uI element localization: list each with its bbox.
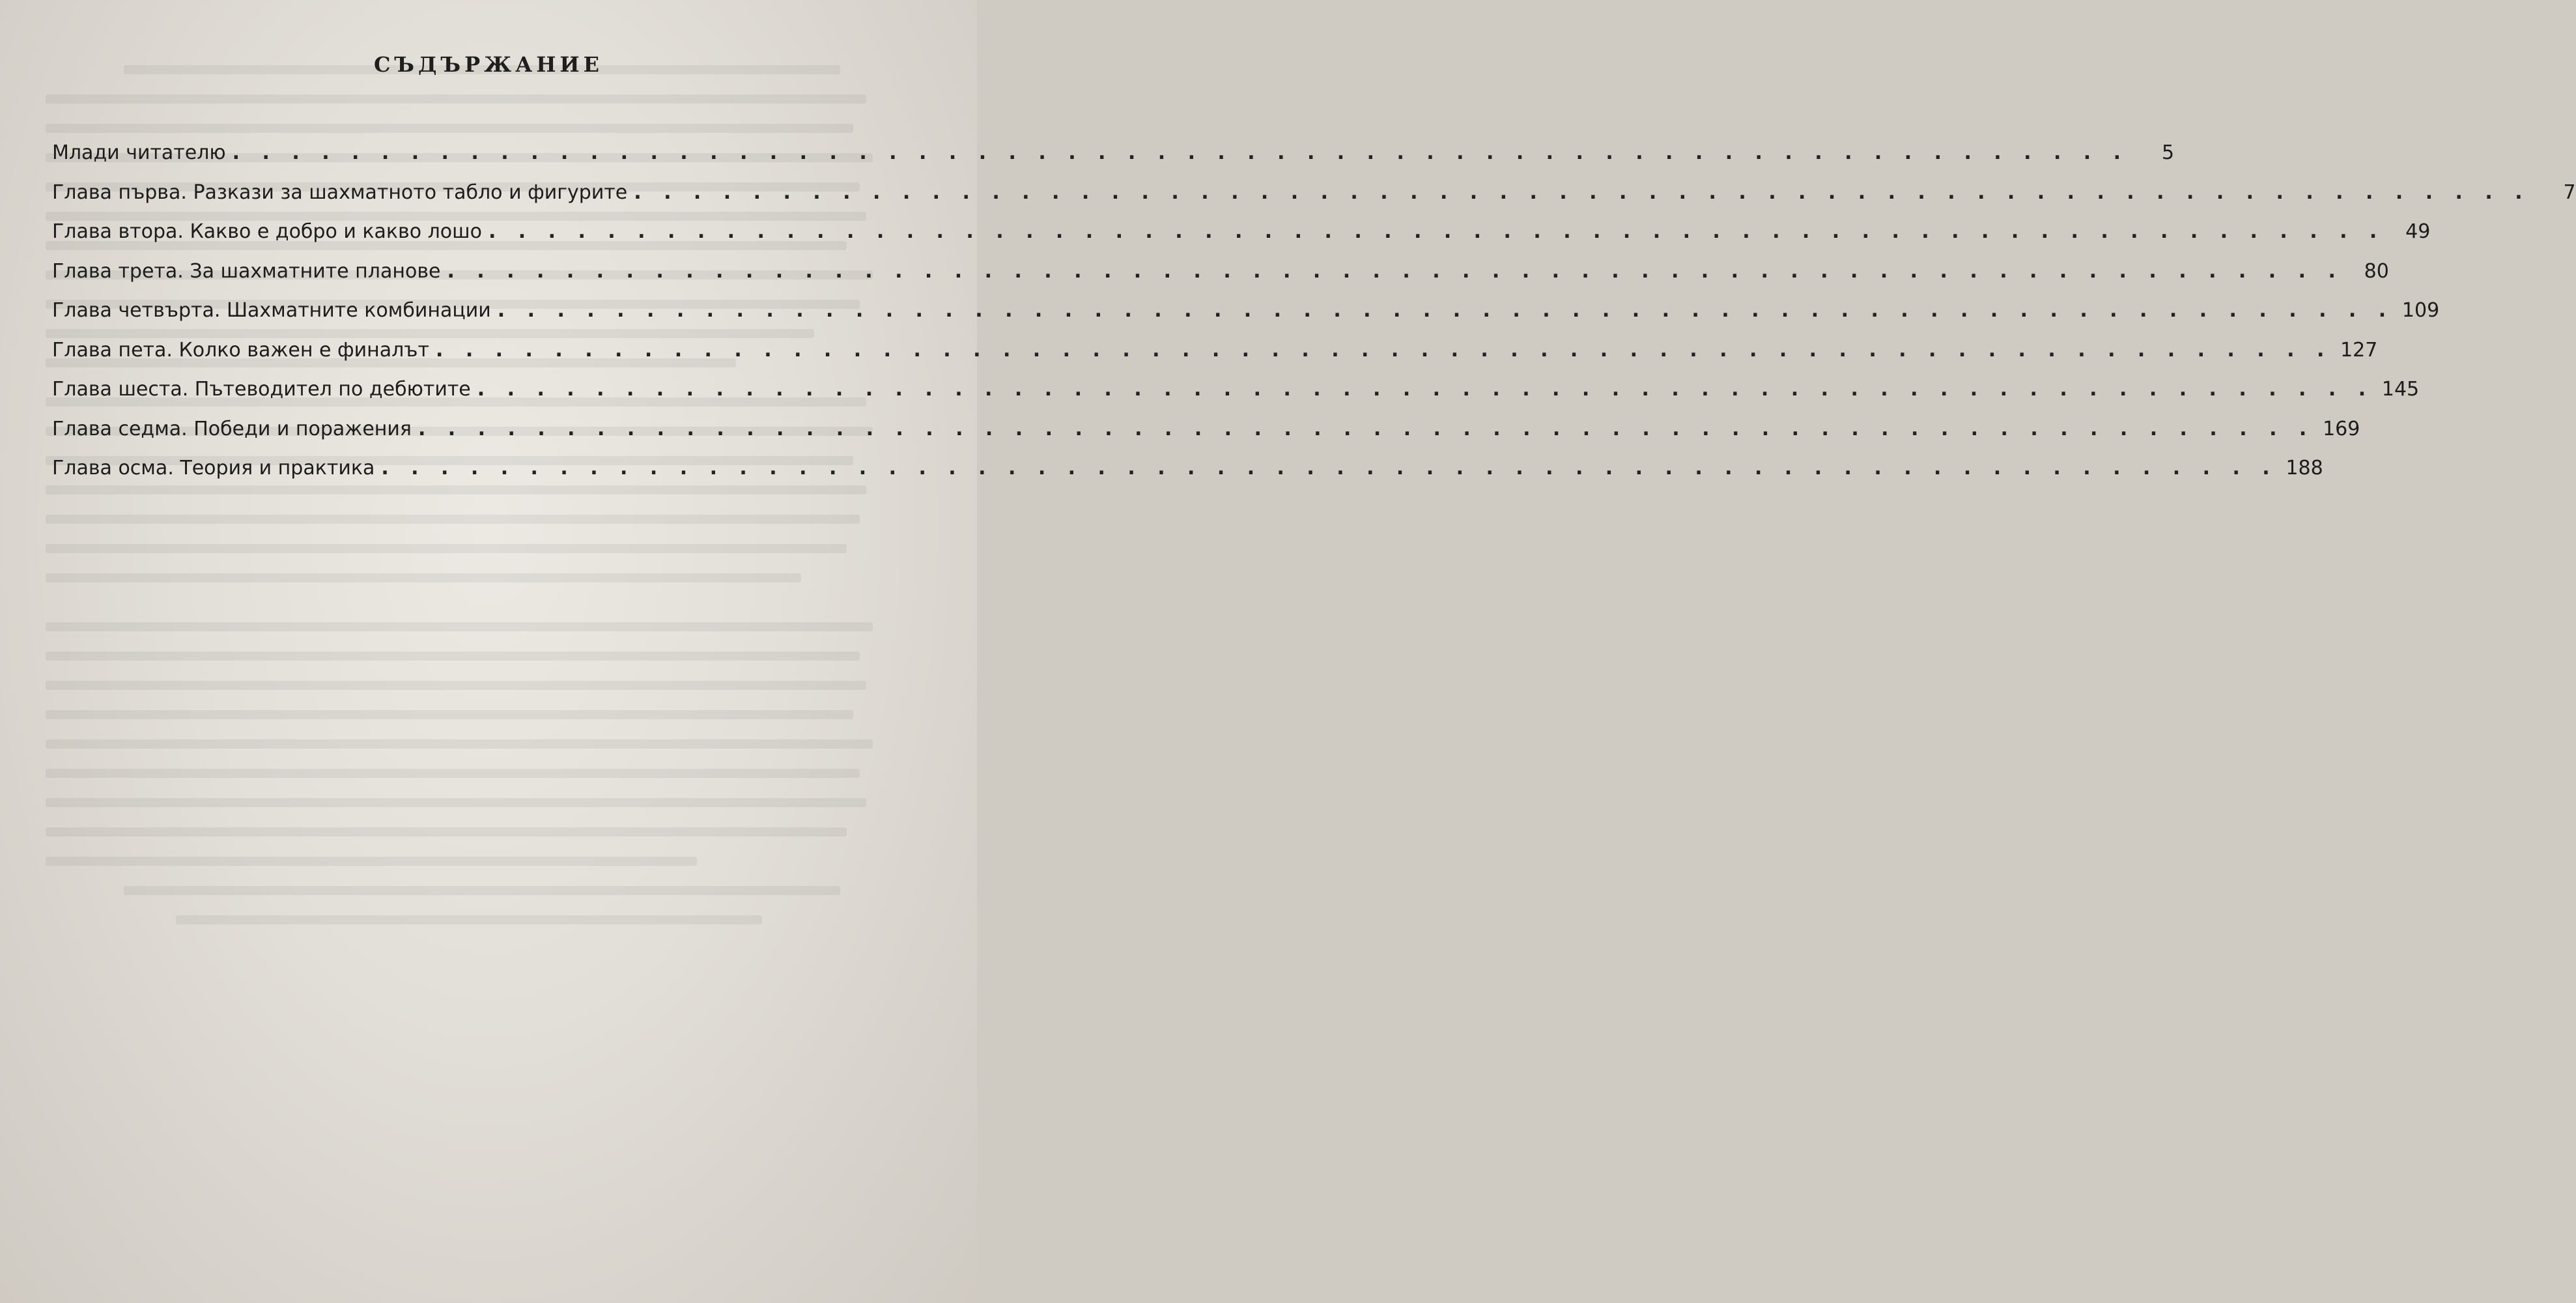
toc-entry (52, 141, 2175, 181)
toc-entry (52, 299, 2440, 339)
toc-entry (52, 457, 2323, 496)
toc-entry-label: Глава седма. Победи и поражения (52, 417, 412, 440)
toc-entry-page: 80 (2364, 259, 2389, 283)
toc-entry-label: Глава първа. Разкази за шахматното табло и фигурите (52, 180, 628, 204)
toc-entry (52, 220, 2431, 260)
dot-leader: . . . . . . . . . . . . . . . . . . . . . . . . . . . . . . . . . . . . . . . . . . . . . . . . . . . . . . . . . . . . . . . . (477, 378, 2374, 401)
toc-entry-label: Глава пета. Колко важен е финалът (52, 338, 429, 362)
toc-entry-label: Глава четвърта. Шахматните комбинации (52, 299, 491, 322)
toc-entry-label: Глава осма. Теория и практика (52, 457, 375, 480)
toc-entry-label: Глава трета. За шахматните планове (52, 259, 441, 283)
toc-entry-label: Млади читателю (52, 141, 226, 164)
toc-entry (52, 378, 2420, 418)
toc-entry-page: 49 (2405, 220, 2431, 243)
toc-entry-page: 109 (2401, 299, 2440, 322)
dot-leader: . . . . . . . . . . . . . . . . . . . . . . . . . . . . . . . . . . . . . . . . . . . . . . . . . . . . . . . . . . . . . . . . (418, 417, 2315, 440)
toc-entry-page: 145 (2381, 378, 2420, 401)
dot-leader: . . . . . . . . . . . . . . . . . . . . . . . . . . . . . . . . . . . . . . . . . . . . . . . . . . . . . . . . . . . . . . . . (447, 259, 2343, 283)
toc-entry (52, 338, 2378, 379)
dot-leader: . . . . . . . . . . . . . . . . . . . . . . . . . . . . . . . . . . . . . . . . . . . . . . . . . . . . . . . . . . . . . . . . (634, 180, 2530, 204)
toc-entry-label: Глава втора. Какво е добро и какво лошо (52, 220, 482, 243)
toc-entry (52, 259, 2389, 300)
toc-entry-page: 5 (2161, 141, 2175, 164)
toc-entry-page: 7 (2563, 180, 2576, 204)
toc-entry-page: 169 (2323, 417, 2360, 440)
toc-entry (52, 180, 2576, 221)
dot-leader: . . . . . . . . . . . . . . . . . . . . . . . . . . . . . . . . . . . . . . . . . . . . . . . . . . . . . . . . . . . . . . . . (488, 220, 2385, 243)
dot-leader: . . . . . . . . . . . . . . . . . . . . . . . . . . . . . . . . . . . . . . . . . . . . . . . . . . . . . . . . . . . . . . . . (232, 141, 2129, 164)
toc-entry-page: 127 (2340, 338, 2378, 362)
dot-leader: . . . . . . . . . . . . . . . . . . . . . . . . . . . . . . . . . . . . . . . . . . . . . . . . . . . . . . . . . . . . . . . . (381, 457, 2278, 480)
toc-title: СЪДЪРЖАНИЕ (373, 52, 604, 77)
toc-entry (52, 417, 2360, 457)
toc-entry-label: Глава шеста. Пътеводител по дебютите (52, 378, 471, 401)
table-of-contents (52, 141, 2576, 496)
dot-leader: . . . . . . . . . . . . . . . . . . . . . . . . . . . . . . . . . . . . . . . . . . . . . . . . . . . . . . . . . . . . . . . . (497, 299, 2394, 322)
dot-leader: . . . . . . . . . . . . . . . . . . . . . . . . . . . . . . . . . . . . . . . . . . . . . . . . . . . . . . . . . . . . . . . . (435, 338, 2332, 362)
toc-entry-page: 188 (2286, 457, 2323, 480)
